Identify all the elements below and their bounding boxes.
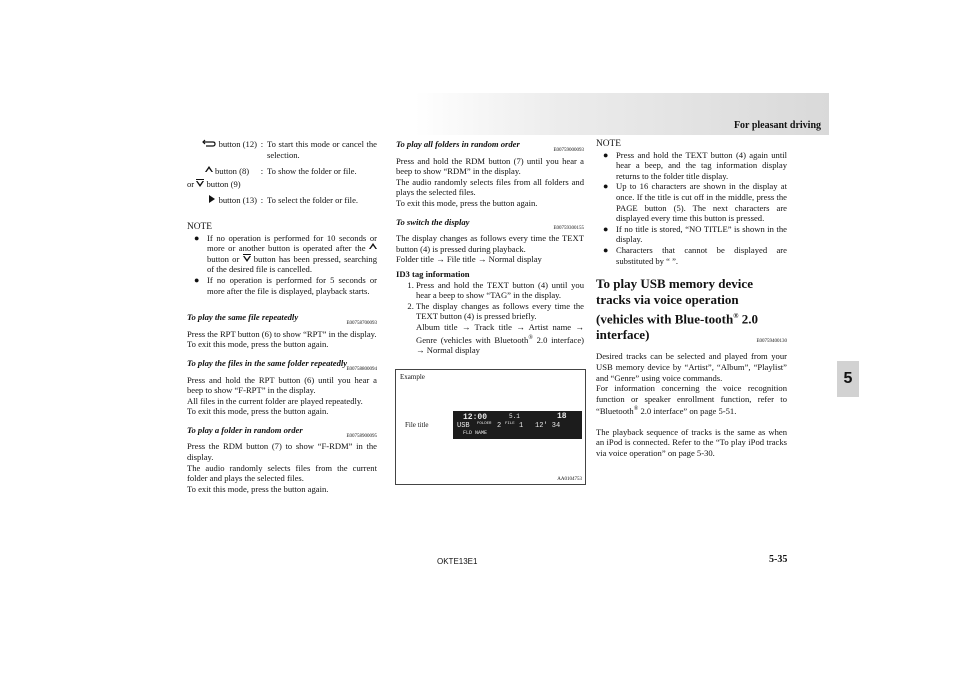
note-list xyxy=(187,233,377,297)
section-heading: To play the files in the same folder repeatedly E00758800094 xyxy=(187,358,377,369)
display-channel: 5.1 xyxy=(509,413,520,420)
button-label: button (8) xyxy=(215,166,250,177)
section-code: E00759000093 xyxy=(553,148,584,153)
display-file-num: 1 xyxy=(519,422,524,430)
note-item: ● Characters that cannot be displayed are substituted by “ ”. xyxy=(616,245,787,266)
button-table xyxy=(187,139,377,212)
note-item: ● If no title is stored, “NO TITLE” is shown in the display. xyxy=(616,224,787,245)
display-folder-num: 2 xyxy=(497,422,502,430)
section-text: Press and hold the RPT button (6) until you hear a beep to show “F-RPT” in the display. xyxy=(187,374,377,396)
display-fld-name: FLD NAME xyxy=(463,430,488,436)
display-folder: FOLDER xyxy=(477,422,492,426)
section-text: Press the RDM button (7) to show “F-RDM” in the display. xyxy=(187,441,377,463)
example-label: Example xyxy=(400,373,425,381)
section-heading: To play the same file repeatedly E00758700093 xyxy=(187,312,377,323)
section-heading: To switch the display E00759300155 xyxy=(396,217,584,228)
note-heading: NOTE xyxy=(187,221,212,232)
section-text: Press the RPT button (6) to show “RPT” in the display. xyxy=(187,328,377,339)
illustration-code: AA0104753 xyxy=(557,477,582,482)
section-text: To exit this mode, press the button again. xyxy=(187,483,329,494)
button-row-updown: button (8) or button (9) : To show the folder or file. xyxy=(187,166,377,195)
note-list xyxy=(596,150,787,267)
display-track-time: 12' 34 xyxy=(535,422,561,430)
column-left xyxy=(187,139,377,494)
note-item: ● If no operation is performed for 10 seconds or more or another button is operated after the button or button has been pressed, searching of the desired file is cancelled. xyxy=(207,233,377,275)
column-middle xyxy=(396,139,584,356)
play-triangle-icon xyxy=(208,195,216,205)
id3-step: 1. Press and hold the TEXT button (4) until you hear a beep to show “TAG” in the display. xyxy=(416,280,584,301)
section-text: Press and hold the RDM button (7) until you hear a beep to show “RDM” in the display. xyxy=(396,155,584,177)
display-temp: 18 xyxy=(557,412,567,421)
down-caret-icon xyxy=(196,179,204,189)
section-text: Desired tracks can be selected and played from your USB memory device by “Artist”, “Album”, “Playlist” and “Genre” using voice commands. xyxy=(596,351,787,383)
usb-section-heading: To play USB memory device tracks via voice operation (vehicles with Blue-tooth® 2.0 interface) E00759400130 xyxy=(596,276,787,343)
footer-code: OKTE13E1 xyxy=(437,557,478,566)
section-code: E00758700093 xyxy=(346,321,377,327)
section-text: For information concerning the voice recognition function or speaker enrollment function, refer to “Bluetooth® 2.0 interface” on page 5-51. xyxy=(596,383,787,417)
section-text: The audio randomly selects files from the current folder and plays the selected files. xyxy=(187,462,377,484)
section-text: The audio randomly selects files from all folders and plays the selected files. xyxy=(396,176,584,198)
button-row-return: button (12) : To start this mode or cancel the selection. xyxy=(187,139,377,166)
display-usb: USB xyxy=(457,422,470,430)
section-text: All files in the current folder are played repeatedly. xyxy=(187,395,363,406)
section-text: The playback sequence of tracks is the same as when an iPod is connected. Refer to the “To play iPod tracks via voice operation” on page 5-30. xyxy=(596,426,787,459)
display-illustration xyxy=(395,369,586,485)
button-desc: To show the folder or file. xyxy=(267,166,357,177)
section-code: E00758800094 xyxy=(346,366,377,372)
page-number: 5-35 xyxy=(769,554,788,565)
section-heading: To play a folder in random order E00758900095 xyxy=(187,425,377,436)
section-title: For pleasant driving xyxy=(733,120,821,131)
down-caret-icon xyxy=(243,254,251,264)
note-item: ● Press and hold the TEXT button (4) again until hear a beep, and the tag information display returns to the folder title display. xyxy=(616,150,787,182)
section-text: To exit this mode, press the button again. xyxy=(396,197,538,208)
id3-step: 2. The display changes as follows every time the TEXT button (4) is pressed briefly. Album title → Track title → Artist name → Genre (vehicles with Bluetooth® 2.0 interface) → Normal display xyxy=(416,301,584,356)
section-code: E00759300155 xyxy=(553,225,584,231)
section-code: E00759400130 xyxy=(756,339,787,345)
note-heading: NOTE xyxy=(596,139,621,149)
note-item: ● Up to 16 characters are shown in the display at once. If the title is cut off in the middle, press the PAGE button (5). The next characters are displayed every time this button is pressed. xyxy=(616,181,787,223)
column-right xyxy=(596,139,787,459)
chapter-tab: 5 xyxy=(837,361,859,397)
up-caret-icon xyxy=(369,243,377,253)
button-label: button (12) xyxy=(218,139,257,149)
section-text: To exit this mode, press the button again. xyxy=(187,339,329,350)
section-code: E00758900095 xyxy=(346,433,377,439)
id3-steps xyxy=(396,280,584,356)
section-text: The display changes as follows every time the TEXT button (4) is pressed during playback. xyxy=(396,233,584,254)
button-label: button (13) xyxy=(218,195,257,206)
display-clock: 12:00 xyxy=(463,413,488,422)
button-row-play: button (13) : To select the folder or file. xyxy=(187,195,377,212)
up-caret-icon xyxy=(205,166,213,176)
file-title-label: File title xyxy=(405,421,429,429)
return-arrow-icon xyxy=(202,139,216,149)
note-item: ● If no operation is performed for 5 seconds or more after the file is displayed, playback starts. xyxy=(207,275,377,296)
button-label: button (9) xyxy=(206,178,241,189)
button-desc: To select the folder or file. xyxy=(267,195,359,206)
section-text: Folder title → File title → Normal display xyxy=(396,254,542,265)
section-heading: To play all folders in random order E00759000093 xyxy=(396,139,584,150)
button-desc: To start this mode or cancel the selection. xyxy=(267,139,377,160)
id3-heading: ID3 tag information xyxy=(396,268,470,279)
page-header-band xyxy=(415,93,829,135)
section-text: To exit this mode, press the button again. xyxy=(187,406,329,417)
audio-display-screen xyxy=(453,411,582,439)
display-file: FILE xyxy=(505,422,515,426)
